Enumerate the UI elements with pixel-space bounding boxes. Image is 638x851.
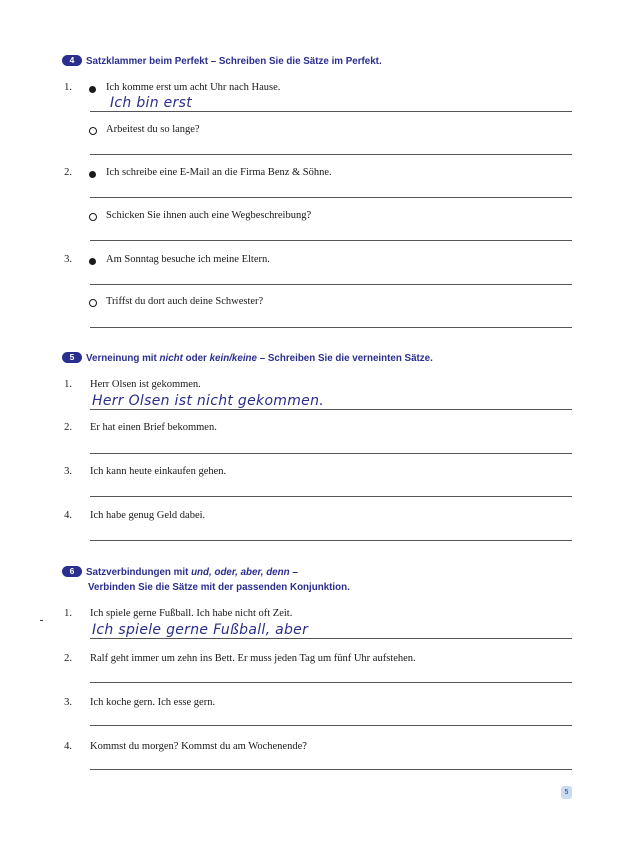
speaker-a-bullet-icon (89, 86, 96, 93)
speaker-b-bullet-icon (89, 127, 97, 135)
answer-line[interactable] (90, 327, 572, 328)
section-5-heading (62, 352, 433, 364)
section-4-badge: 4 (62, 55, 82, 66)
speaker-b-bullet-icon (89, 213, 97, 221)
exercise-sentence: Am Sonntag besuche ich meine Eltern. (106, 254, 270, 265)
exercise-sentence: Kommst du morgen? Kommst du am Wochenende? (90, 741, 307, 752)
item-number: 1. (64, 608, 72, 619)
exercise-sentence: Arbeitest du so lange? (106, 124, 200, 135)
section-5-title-keyword: nicht (159, 353, 183, 364)
answer-line[interactable] (90, 240, 572, 241)
answer-line[interactable] (90, 409, 572, 410)
answer-line[interactable] (90, 111, 572, 112)
page-number: 5 (561, 786, 572, 799)
exercise-sentence: Ich kann heute einkaufen gehen. (90, 466, 227, 477)
answer-line[interactable] (90, 682, 572, 683)
margin-mark (40, 620, 43, 621)
section-6-title-part: – (289, 567, 298, 578)
section-5-title-part: – Schreiben Sie die verneinten Sätze. (256, 353, 433, 364)
section-4-heading (62, 55, 382, 67)
item-number: 4. (64, 741, 72, 752)
item-number: 2. (64, 653, 72, 664)
answer-line[interactable] (90, 154, 572, 155)
section-5-title-keyword: kein/keine (209, 353, 257, 364)
exercise-sentence: Ralf geht immer um zehn ins Bett. Er muss jeden Tag um fünf Uhr aufstehen. (90, 653, 416, 664)
handwritten-answer: Herr Olsen ist nicht gekommen. (92, 393, 325, 409)
section-5-title-part: oder (182, 353, 210, 364)
item-number: 3. (64, 254, 72, 265)
item-number: 4. (64, 510, 72, 521)
exercise-sentence: Ich habe genug Geld dabei. (90, 510, 206, 521)
handwritten-answer: Ich spiele gerne Fußball, aber (92, 622, 309, 638)
section-6-heading (62, 566, 298, 578)
item-number: 1. (64, 82, 72, 93)
answer-line[interactable] (90, 540, 572, 541)
exercise-sentence: Ich schreibe eine E-Mail an die Firma Benz & Söhne. (106, 167, 332, 178)
item-number: 3. (64, 697, 72, 708)
exercise-sentence: Ich komme erst um acht Uhr nach Hause. (106, 82, 281, 93)
speaker-b-bullet-icon (89, 299, 97, 307)
answer-line[interactable] (90, 769, 572, 770)
exercise-sentence: Herr Olsen ist gekommen. (90, 379, 201, 390)
exercise-sentence: Triffst du dort auch deine Schwester? (106, 296, 264, 307)
section-5-title-part: Verneinung mit (86, 353, 160, 364)
speaker-a-bullet-icon (89, 258, 96, 265)
section-4-title: Satzklammer beim Perfekt – Schreiben Sie die Sätze im Perfekt. (86, 56, 382, 67)
section-6-title-part: Satzverbindungen mit (86, 567, 192, 578)
answer-line[interactable] (90, 725, 572, 726)
section-6-title-line2: Verbinden Sie die Sätze mit der passenden Konjunktion. (88, 582, 350, 593)
speaker-a-bullet-icon (89, 171, 96, 178)
item-number: 2. (64, 422, 72, 433)
answer-line[interactable] (90, 453, 572, 454)
exercise-sentence: Ich spiele gerne Fußball. Ich habe nicht oft Zeit. (90, 608, 293, 619)
exercise-sentence: Er hat einen Brief bekommen. (90, 422, 217, 433)
item-number: 3. (64, 466, 72, 477)
answer-line[interactable] (90, 197, 572, 198)
item-number: 2. (64, 167, 72, 178)
section-6-badge: 6 (62, 566, 82, 577)
exercise-sentence: Schicken Sie ihnen auch eine Wegbeschreibung? (106, 210, 312, 221)
section-6-title-keyword: und, oder, aber, denn (191, 567, 290, 578)
item-number: 1. (64, 379, 72, 390)
section-5-badge: 5 (62, 352, 82, 363)
answer-line[interactable] (90, 496, 572, 497)
exercise-sentence: Ich koche gern. Ich esse gern. (90, 697, 216, 708)
answer-line[interactable] (90, 638, 572, 639)
handwritten-answer: Ich bin erst (110, 95, 193, 111)
answer-line[interactable] (90, 284, 572, 285)
